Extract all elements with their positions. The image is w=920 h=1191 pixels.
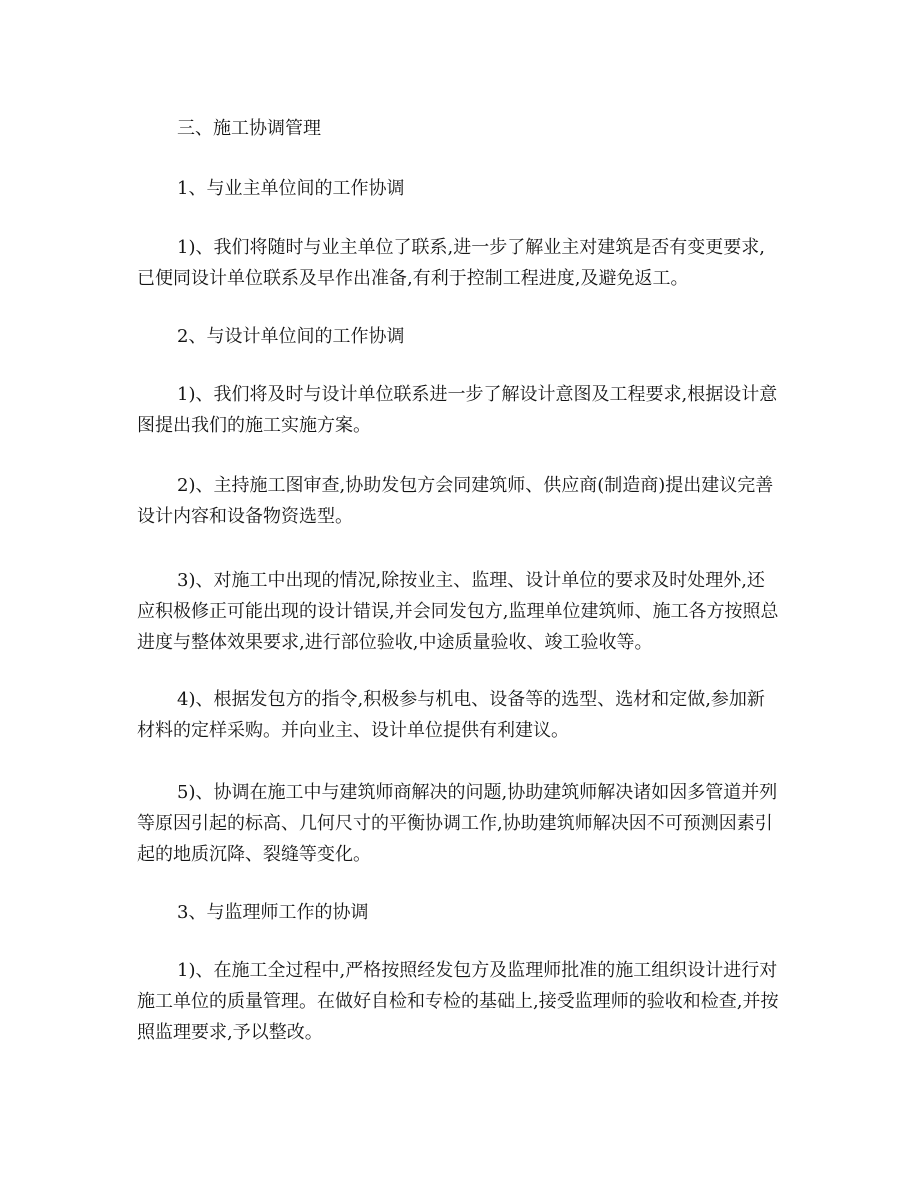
subsection-title-owner: 1、与业主单位间的工作协调 [177, 178, 405, 199]
text-line: 应积极修正可能出现的设计错误,并会同发包方,监理单位建筑师、施工各方按照总 [137, 601, 779, 622]
text-line: 5)、协调在施工中与建筑师商解决的问题,协助建筑师解决诸如因多管道并列 [177, 782, 778, 803]
paragraph-supervisor-1 [137, 955, 779, 1048]
text-line: 4)、根据发包方的指令,积极参与机电、设备等的选型、选材和定做,参加新 [177, 689, 765, 710]
text-line: 1)、在施工全过程中,严格按照经发包方及监理师批准的施工组织设计进行对 [177, 960, 778, 981]
text-line: 1)、我们将随时与业主单位了联系,进一步了解业主对建筑是否有变更要求, [177, 237, 765, 258]
paragraph-design-4 [137, 684, 765, 746]
paragraph-design-2 [137, 470, 774, 532]
text-line: 1)、我们将及时与设计单位联系进一步了解设计意图及工程要求,根据设计意 [177, 384, 778, 405]
text-line: 已便同设计单位联系及早作出准备,有利于控制工程进度,及避免返工。 [137, 268, 689, 289]
text-line: 照监理要求,予以整改。 [137, 1022, 323, 1043]
text-line: 等原因引起的标高、几何尺寸的平衡协调工作,协助建筑师解决因不可预测因素引 [137, 813, 773, 834]
text-line: 施工单位的质量管理。在做好自检和专检的基础上,接受监理师的验收和检查,并按 [137, 991, 779, 1012]
paragraph-design-1 [137, 379, 778, 441]
text-line: 图提出我们的施工实施方案。 [137, 415, 371, 436]
paragraph-design-5 [137, 777, 778, 870]
subsection-title-supervisor: 3、与监理师工作的协调 [177, 902, 369, 923]
paragraph-design-3 [137, 565, 779, 658]
text-line: 设计内容和设备物资选型。 [137, 506, 353, 527]
subsection-title-design: 2、与设计单位间的工作协调 [177, 326, 405, 347]
text-line: 2)、主持施工图审查,协助发包方会同建筑师、供应商(制造商)提出建议完善 [177, 475, 774, 496]
paragraph-owner-1 [137, 232, 765, 294]
text-line: 起的地质沉降、裂缝等变化。 [137, 844, 371, 865]
text-line: 材料的定样采购。并向业主、设计单位提供有利建议。 [137, 720, 569, 741]
section-heading: 三、施工协调管理 [177, 118, 321, 139]
text-line: 3)、对施工中出现的情况,除按业主、监理、设计单位的要求及时处理外,还 [177, 570, 765, 591]
text-line: 进度与整体效果要求,进行部位验收,中途质量验收、竣工验收等。 [137, 632, 653, 653]
